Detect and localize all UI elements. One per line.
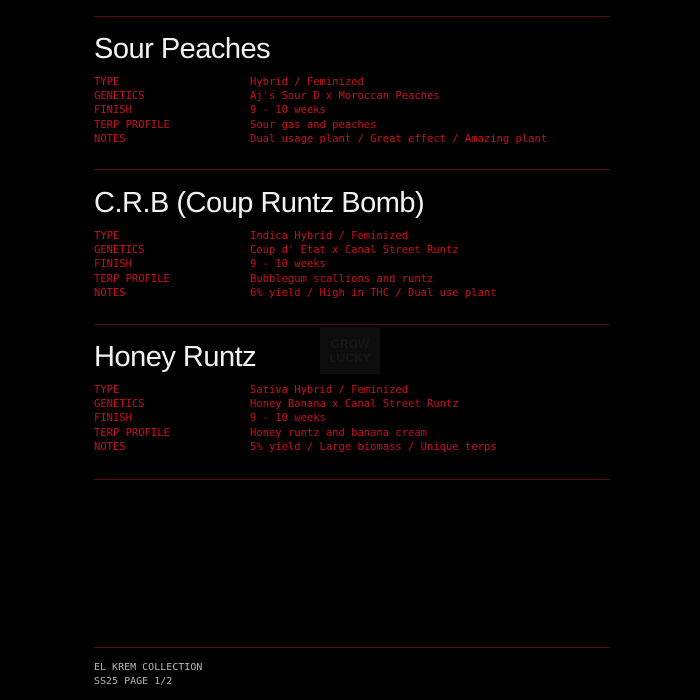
spec-row-finish xyxy=(94,257,610,271)
spec-value: 6% yield / High in THC / Dual use plant xyxy=(250,286,497,299)
spec-row-notes xyxy=(94,286,610,300)
spec-key: FINISH xyxy=(94,412,132,425)
spec-row-type xyxy=(94,229,610,243)
spec-row-finish xyxy=(94,103,610,117)
page-indicator: SS25 PAGE 1/2 xyxy=(94,676,173,687)
spec-value: Aj's Sour D x Moroccan Peaches xyxy=(250,90,440,103)
spec-value: Honey Banana x Canal Street Runtz xyxy=(250,398,459,411)
spec-value: Coup d' Etat x Canal Street Runtz xyxy=(250,244,459,257)
spec-key: NOTES xyxy=(94,132,126,145)
spec-key: TYPE xyxy=(94,76,120,88)
strain-card-sour-peaches xyxy=(94,32,610,146)
spec-key: TYPE xyxy=(94,384,120,396)
divider xyxy=(94,479,610,480)
spec-value: Indica Hybrid / Feminized xyxy=(250,230,409,242)
spec-value: Honey runtz and banana cream xyxy=(250,426,428,439)
spec-row-genetics xyxy=(94,89,610,103)
spec-row-type xyxy=(94,383,610,397)
spec-row-genetics xyxy=(94,397,610,411)
divider xyxy=(94,169,610,170)
spec-key: GENETICS xyxy=(94,244,145,257)
spec-key: TYPE xyxy=(94,230,120,242)
spec-list xyxy=(94,75,610,146)
spec-row-genetics xyxy=(94,243,610,257)
spec-row-terp-profile xyxy=(94,426,610,440)
divider-top xyxy=(94,16,610,17)
spec-value: 9 - 10 weeks xyxy=(250,104,326,117)
spec-row-terp-profile xyxy=(94,272,610,286)
spec-key: GENETICS xyxy=(94,90,145,103)
spec-key: TERP PROFILE xyxy=(94,426,170,439)
watermark-line: LUCKY xyxy=(329,350,371,365)
strain-title: Honey Runtz xyxy=(94,341,257,373)
footer xyxy=(94,661,202,689)
watermark-line: GROW xyxy=(330,336,370,351)
spec-key: FINISH xyxy=(94,258,132,271)
spec-value: Hybrid / Feminized xyxy=(250,76,364,88)
spec-key: GENETICS xyxy=(94,398,145,411)
collection-name: EL KREM COLLECTION xyxy=(94,662,203,673)
spec-list xyxy=(94,229,610,300)
spec-value: 9 - 10 weeks xyxy=(250,258,326,271)
spec-row-finish xyxy=(94,411,610,425)
spec-value: Bubblegum scallions and runtz xyxy=(250,272,434,285)
spec-row-terp-profile xyxy=(94,118,610,132)
spec-value: Sour gas and peaches xyxy=(250,118,377,131)
spec-value: Sativa Hybrid / Feminized xyxy=(250,384,409,396)
spec-value: 9 - 10 weeks xyxy=(250,412,326,425)
strain-title: Sour Peaches xyxy=(94,33,271,65)
strain-title: C.R.B (Coup Runtz Bomb) xyxy=(94,187,425,219)
spec-row-type xyxy=(94,75,610,89)
spec-list xyxy=(94,383,610,454)
spec-key: NOTES xyxy=(94,440,126,453)
spec-key: NOTES xyxy=(94,286,126,299)
strain-card-crb xyxy=(94,186,610,300)
spec-value: Dual usage plant / Great effect / Amazing plant xyxy=(250,132,548,145)
spec-row-notes xyxy=(94,132,610,146)
spec-key: FINISH xyxy=(94,104,132,117)
spec-row-notes xyxy=(94,440,610,454)
divider xyxy=(94,324,610,325)
spec-key: TERP PROFILE xyxy=(94,118,170,131)
strain-card-honey-runtz xyxy=(94,340,610,454)
spec-key: TERP PROFILE xyxy=(94,272,170,285)
divider-footer xyxy=(94,647,610,648)
spec-value: 5% yield / Large biomass / Unique terps xyxy=(250,440,497,453)
